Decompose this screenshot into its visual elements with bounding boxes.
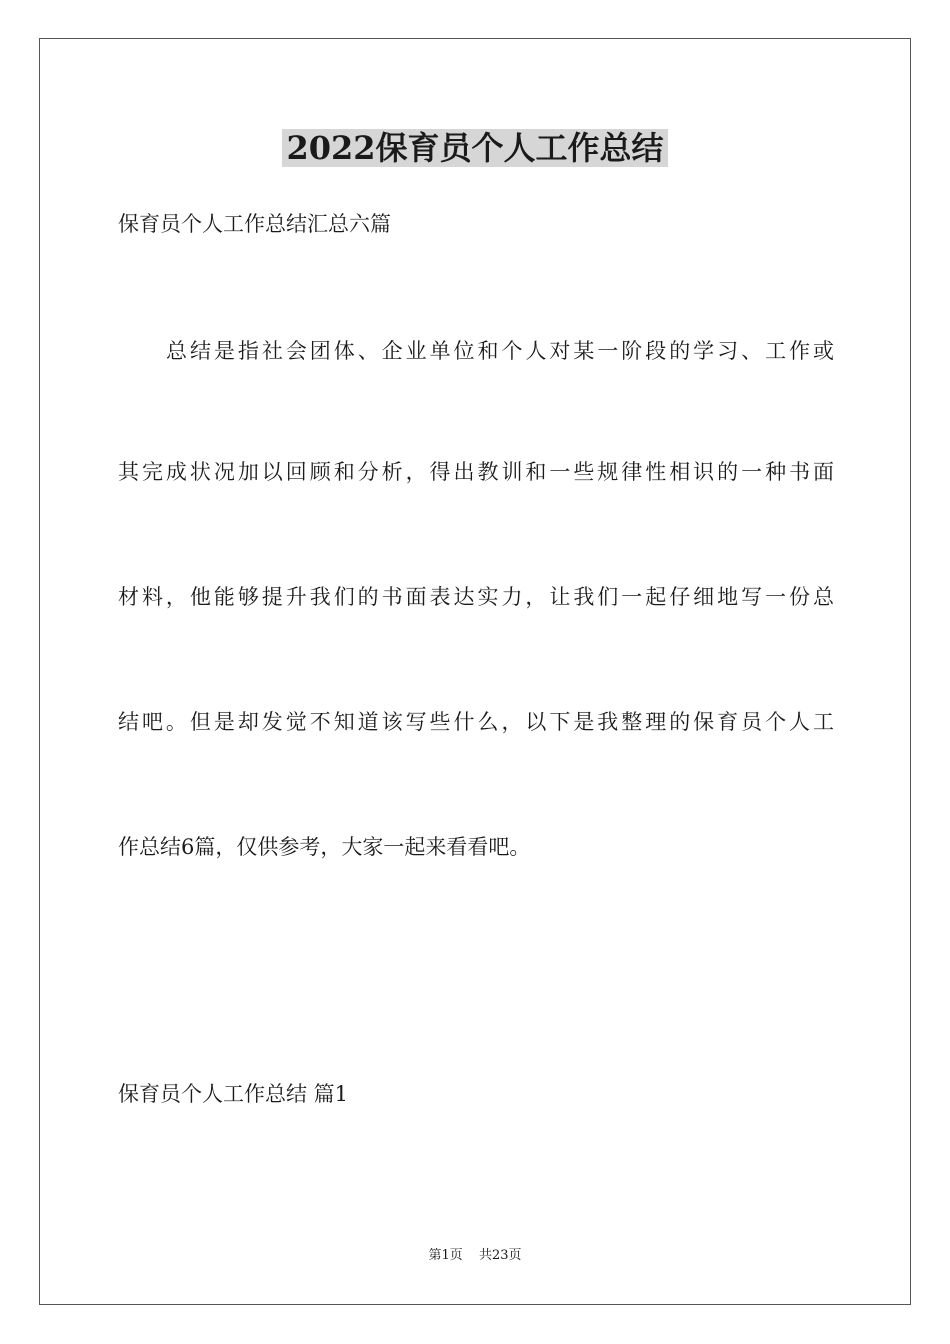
page-number: 第1页 (428, 1248, 463, 1263)
document-subtitle: 保育员个人工作总结汇总六篇 (118, 212, 391, 236)
page-total: 共23页 (478, 1248, 522, 1263)
paragraph-line-1: 总结是指社会团体、企业单位和个人对某一阶段的学习、工作或 (166, 339, 834, 363)
section-heading: 保育员个人工作总结 篇1 (118, 1082, 349, 1106)
document-title-text: 2022保育员个人工作总结 (282, 129, 667, 167)
paragraph-line-3: 材料，他能够提升我们的书面表达实力，让我们一起仔细地写一份总 (118, 585, 834, 609)
paragraph-line-2: 其完成状况加以回顾和分析，得出教训和一些规律性相识的一种书面 (118, 460, 834, 484)
document-title (0, 126, 950, 170)
paragraph-line-4: 结吧。但是却发觉不知道该写些什么，以下是我整理的保育员个人工 (118, 710, 834, 734)
page-footer (0, 1247, 950, 1265)
paragraph-line-5: 作总结6篇，仅供参考，大家一起来看看吧。 (118, 835, 531, 859)
